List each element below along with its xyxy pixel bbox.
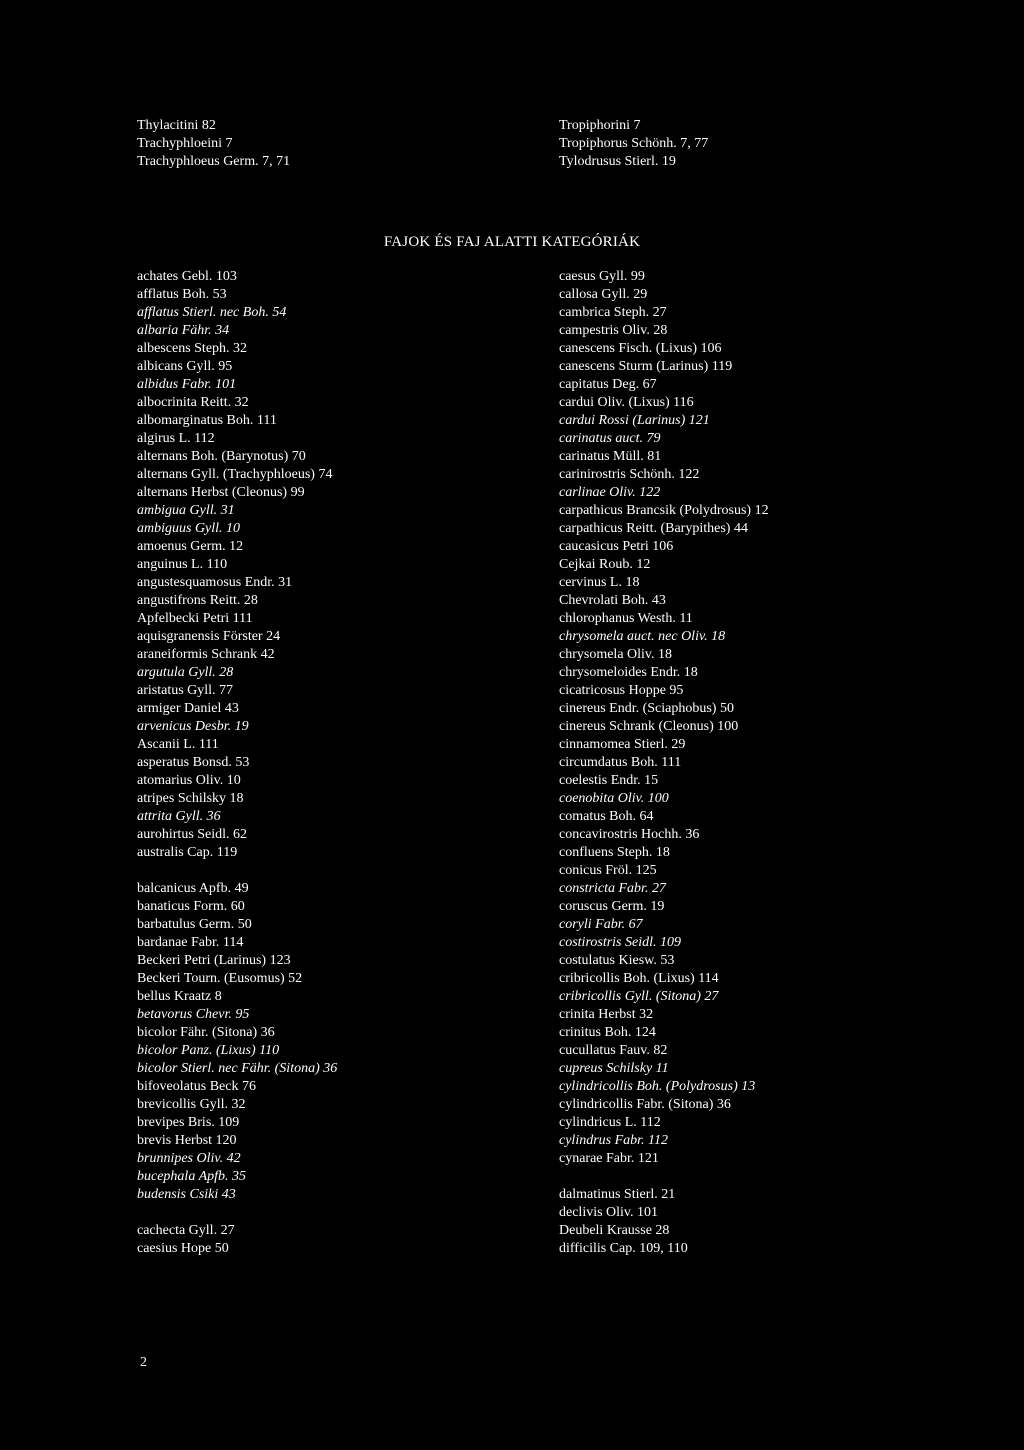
index-entry [137, 700, 337, 718]
index-entry [137, 736, 337, 754]
index-entry [137, 358, 337, 376]
index-entry-text: bucephala Apfb. 35 [137, 1169, 247, 1184]
index-entry [137, 286, 337, 304]
index-entry [559, 484, 769, 502]
index-entry-text: coryli Fabr. 67 [559, 917, 643, 932]
index-entry-text: atomarius Oliv. 10 [137, 773, 241, 788]
index-entry [559, 1096, 769, 1114]
index-entry-text: campestris Oliv. 28 [559, 323, 668, 338]
header-left-column [137, 117, 290, 171]
index-entry [137, 304, 337, 322]
index-entry-text: cucullatus Fauv. 82 [559, 1043, 668, 1058]
index-entry-text: coruscus Germ. 19 [559, 899, 665, 914]
index-entry-text: carinirostris Schönh. 122 [559, 467, 700, 482]
index-entry-text: aquisgranensis Förster 24 [137, 629, 281, 644]
index-spacer [559, 1168, 769, 1186]
index-entry-text: bicolor Fähr. (Sitona) 36 [137, 1025, 275, 1040]
index-entry-text: crinita Herbst 32 [559, 1007, 654, 1022]
index-entry-text: costirostris Seidl. 109 [559, 935, 681, 950]
index-entry [559, 826, 769, 844]
index-entry-text: betavorus Chevr. 95 [137, 1007, 250, 1022]
index-entry-text: confluens Steph. 18 [559, 845, 670, 860]
index-entry-text: arvenicus Desbr. 19 [137, 719, 249, 734]
index-entry [559, 340, 769, 358]
index-entry [137, 916, 337, 934]
index-entry [137, 466, 337, 484]
index-right-column [559, 268, 769, 1258]
index-entry [559, 682, 769, 700]
index-entry-text: costulatus Kiesw. 53 [559, 953, 675, 968]
index-entry-text: cylindricus L. 112 [559, 1115, 661, 1130]
index-entry [137, 394, 337, 412]
index-entry [137, 988, 337, 1006]
index-entry [559, 790, 769, 808]
index-entry-text: carlinae Oliv. 122 [559, 485, 661, 500]
index-entry [137, 1222, 337, 1240]
index-entry [137, 484, 337, 502]
index-entry-text: brunnipes Oliv. 42 [137, 1151, 241, 1166]
index-entry-text: Ascanii L. 111 [137, 737, 219, 752]
index-entry-text: cupreus Schilsky 11 [559, 1061, 669, 1076]
index-entry-text: alternans Boh. (Barynotus) 70 [137, 449, 306, 464]
index-entry-text: cylindrus Fabr. 112 [559, 1133, 669, 1148]
index-entry-text: coelestis Endr. 15 [559, 773, 659, 788]
index-entry-text: cinnamomea Stierl. 29 [559, 737, 686, 752]
index-entry-text: budensis Csiki 43 [137, 1187, 236, 1202]
index-left-column [137, 268, 337, 1258]
index-entry [559, 1222, 769, 1240]
index-entry [137, 1150, 337, 1168]
index-entry [559, 718, 769, 736]
index-entry-text: circumdatus Boh. 111 [559, 755, 682, 770]
index-entry-text: atripes Schilsky 18 [137, 791, 244, 806]
index-entry [137, 502, 337, 520]
index-entry-text: cynarae Fabr. 121 [559, 1151, 659, 1166]
index-entry [559, 1042, 769, 1060]
index-entry-text: anguinus L. 110 [137, 557, 228, 572]
index-entry-text: cervinus L. 18 [559, 575, 640, 590]
index-entry [559, 1186, 769, 1204]
index-entry-text: achates Gebl. 103 [137, 269, 237, 284]
index-entry [137, 610, 337, 628]
index-entry [137, 1132, 337, 1150]
index-entry-text: albidus Fabr. 101 [137, 377, 237, 392]
index-entry [559, 574, 769, 592]
page-number: 2 [140, 1355, 147, 1370]
index-entry-text: chlorophanus Westh. 11 [559, 611, 693, 626]
index-entry-text: dalmatinus Stierl. 21 [559, 1187, 676, 1202]
index-entry-text: chrysomela Oliv. 18 [559, 647, 673, 662]
index-entry-text: Cejkai Roub. 12 [559, 557, 651, 572]
index-entry-text: cinereus Endr. (Sciaphobus) 50 [559, 701, 734, 716]
index-entry [559, 268, 769, 286]
index-entry [137, 556, 337, 574]
index-entry [559, 898, 769, 916]
index-entry [559, 556, 769, 574]
index-entry-text: bardanae Fabr. 114 [137, 935, 244, 950]
header-right-column [559, 117, 708, 171]
index-entry [559, 646, 769, 664]
index-entry-text: angustifrons Reitt. 28 [137, 593, 258, 608]
header-right-line: Tropiphorini 7 [559, 118, 641, 133]
index-entry [137, 520, 337, 538]
index-entry [137, 1024, 337, 1042]
index-entry [137, 574, 337, 592]
index-entry [559, 520, 769, 538]
index-entry [559, 448, 769, 466]
index-entry-text: cardui Oliv. (Lixus) 116 [559, 395, 694, 410]
index-entry [137, 1240, 337, 1258]
index-entry-text: cicatricosus Hoppe 95 [559, 683, 684, 698]
index-entry [559, 376, 769, 394]
index-entry [137, 1186, 337, 1204]
index-entry-text: Chevrolati Boh. 43 [559, 593, 666, 608]
index-entry [559, 808, 769, 826]
index-entry-text: albescens Steph. 32 [137, 341, 248, 356]
section-title: FAJOK ÉS FAJ ALATTI KATEGÓRIÁK [383, 234, 641, 250]
index-entry-text: cinereus Schrank (Cleonus) 100 [559, 719, 739, 734]
index-entry [559, 970, 769, 988]
index-entry [137, 322, 337, 340]
index-entry [559, 916, 769, 934]
index-entry-text: armiger Daniel 43 [137, 701, 239, 716]
index-entry-text: cylindricollis Fabr. (Sitona) 36 [559, 1097, 731, 1112]
index-entry-text: brevicollis Gyll. 32 [137, 1097, 246, 1112]
index-entry [559, 430, 769, 448]
index-entry-text: carpathicus Brancsik (Polydrosus) 12 [559, 503, 769, 518]
index-entry-text: cardui Rossi (Larinus) 121 [559, 413, 710, 428]
index-entry [137, 412, 337, 430]
index-entry [559, 754, 769, 772]
index-entry [137, 754, 337, 772]
index-entry [137, 1006, 337, 1024]
index-entry [559, 664, 769, 682]
index-entry-text: caucasicus Petri 106 [559, 539, 674, 554]
index-entry [137, 592, 337, 610]
index-entry-text: bellus Kraatz 8 [137, 989, 222, 1004]
index-entry [559, 592, 769, 610]
index-entry [137, 448, 337, 466]
index-entry [559, 538, 769, 556]
index-entry [137, 1078, 337, 1096]
index-entry-text: Apfelbecki Petri 111 [137, 611, 253, 626]
index-entry-text: australis Cap. 119 [137, 845, 238, 860]
index-entry [137, 340, 337, 358]
index-entry [137, 268, 337, 286]
index-entry-text: chrysomeloides Endr. 18 [559, 665, 698, 680]
index-entry [559, 394, 769, 412]
index-entry [137, 952, 337, 970]
index-entry-text: difficilis Cap. 109, 110 [559, 1241, 688, 1256]
index-entry-text: argutula Gyll. 28 [137, 665, 234, 680]
index-entry-text: cachecta Gyll. 27 [137, 1223, 235, 1238]
index-entry [559, 1204, 769, 1222]
header-right-line: Tylodrusus Stierl. 19 [559, 154, 676, 169]
index-entry-text: cribricollis Boh. (Lixus) 114 [559, 971, 719, 986]
index-entry [137, 772, 337, 790]
index-entry-text: bicolor Panz. (Lixus) 110 [137, 1043, 280, 1058]
index-entry-text: albaria Fähr. 34 [137, 323, 230, 338]
index-entry-text: barbatulus Germ. 50 [137, 917, 252, 932]
index-entry [559, 1114, 769, 1132]
index-entry-text: asperatus Bonsd. 53 [137, 755, 250, 770]
index-entry-text: carpathicus Reitt. (Barypithes) 44 [559, 521, 748, 536]
index-entry-text: Beckeri Petri (Larinus) 123 [137, 953, 291, 968]
header-left-line: Trachyphloeus Germ. 7, 71 [137, 154, 291, 169]
index-entry-text: alternans Gyll. (Trachyphloeus) 74 [137, 467, 333, 482]
index-entry [137, 1114, 337, 1132]
index-entry [559, 844, 769, 862]
index-entry [137, 664, 337, 682]
index-entry-text: bicolor Stierl. nec Fähr. (Sitona) 36 [137, 1061, 338, 1076]
index-entry-text: crinitus Boh. 124 [559, 1025, 656, 1040]
index-entry-text: cylindricollis Boh. (Polydrosus) 13 [559, 1079, 756, 1094]
index-entry [137, 1168, 337, 1186]
index-entry-text: algirus L. 112 [137, 431, 215, 446]
index-entry [137, 790, 337, 808]
index-entry-text: ambiguus Gyll. 10 [137, 521, 241, 536]
index-entry-text: amoenus Germ. 12 [137, 539, 244, 554]
index-entry-text: comatus Boh. 64 [559, 809, 654, 824]
index-entry-text: declivis Oliv. 101 [559, 1205, 659, 1220]
index-entry [559, 1006, 769, 1024]
index-entry-text: brevipes Bris. 109 [137, 1115, 240, 1130]
index-entry-text: aurohirtus Seidl. 62 [137, 827, 248, 842]
index-entry-text: carinatus Müll. 81 [559, 449, 662, 464]
index-entry [137, 1042, 337, 1060]
index-spacer [137, 1204, 337, 1222]
index-entry [559, 358, 769, 376]
index-entry [137, 880, 337, 898]
index-entry-text: cambrica Steph. 27 [559, 305, 667, 320]
index-entry [137, 1096, 337, 1114]
index-entry [559, 1024, 769, 1042]
index-entry-text: cribricollis Gyll. (Sitona) 27 [559, 989, 719, 1004]
index-entry [559, 772, 769, 790]
index-entry-text: aristatus Gyll. 77 [137, 683, 234, 698]
index-entry-text: balcanicus Apfb. 49 [137, 881, 249, 896]
index-entry [559, 862, 769, 880]
index-entry-text: banaticus Form. 60 [137, 899, 245, 914]
index-entry [137, 628, 337, 646]
index-entry-text: concavirostris Hochh. 36 [559, 827, 700, 842]
index-entry-text: angustesquamosus Endr. 31 [137, 575, 293, 590]
index-entry-text: araneiformis Schrank 42 [137, 647, 275, 662]
index-entry [137, 538, 337, 556]
index-entry [559, 700, 769, 718]
index-entry-text: alternans Herbst (Cleonus) 99 [137, 485, 305, 500]
index-entry-text: Beckeri Tourn. (Eusomus) 52 [137, 971, 303, 986]
index-entry [137, 826, 337, 844]
index-entry-text: brevis Herbst 120 [137, 1133, 237, 1148]
index-entry [559, 610, 769, 628]
index-entry [559, 502, 769, 520]
index-entry [137, 376, 337, 394]
index-entry [559, 628, 769, 646]
index-entry-text: canescens Fisch. (Lixus) 106 [559, 341, 722, 356]
index-entry-text: albomarginatus Boh. 111 [137, 413, 277, 428]
header-left-line: Thylacitini 82 [137, 118, 216, 133]
index-entry [137, 970, 337, 988]
index-entry-text: afflatus Boh. 53 [137, 287, 227, 302]
index-entry [559, 322, 769, 340]
index-entry [137, 430, 337, 448]
index-entry-text: albocrinita Reitt. 32 [137, 395, 249, 410]
index-entry [559, 1132, 769, 1150]
index-entry-text: canescens Sturm (Larinus) 119 [559, 359, 733, 374]
index-entry-text: conicus Fröl. 125 [559, 863, 657, 878]
index-entry-text: carinatus auct. 79 [559, 431, 661, 446]
index-entry-text: albicans Gyll. 95 [137, 359, 233, 374]
index-entry [559, 988, 769, 1006]
index-entry [559, 286, 769, 304]
index-entry [137, 934, 337, 952]
index-entry [137, 898, 337, 916]
index-entry [137, 808, 337, 826]
index-entry [559, 1150, 769, 1168]
index-entry-text: ambigua Gyll. 31 [137, 503, 235, 518]
index-entry-text: Deubeli Krausse 28 [559, 1223, 670, 1238]
index-entry-text: caesus Gyll. 99 [559, 269, 645, 284]
index-entry-text: afflatus Stierl. nec Boh. 54 [137, 305, 287, 320]
index-entry-text: bifoveolatus Beck 76 [137, 1079, 256, 1094]
index-spacer [137, 862, 337, 880]
index-entry-text: caesius Hope 50 [137, 1241, 229, 1256]
index-entry [137, 682, 337, 700]
index-entry [559, 880, 769, 898]
index-entry-text: constricta Fabr. 27 [559, 881, 666, 896]
index-entry [559, 1078, 769, 1096]
index-entry [137, 646, 337, 664]
index-entry [559, 412, 769, 430]
index-entry [559, 952, 769, 970]
index-entry [137, 1060, 337, 1078]
index-entry [137, 844, 337, 862]
index-entry [559, 1060, 769, 1078]
index-entry-text: chrysomela auct. nec Oliv. 18 [559, 629, 726, 644]
header-right-line: Tropiphorus Schönh. 7, 77 [559, 136, 709, 151]
index-entry [559, 1240, 769, 1258]
index-entry [559, 934, 769, 952]
index-entry-text: callosa Gyll. 29 [559, 287, 648, 302]
index-entry [559, 736, 769, 754]
index-entry [559, 304, 769, 322]
index-entry-text: attrita Gyll. 36 [137, 809, 221, 824]
header-left-line: Trachyphloeini 7 [137, 136, 233, 151]
index-entry [137, 718, 337, 736]
index-entry-text: capitatus Deg. 67 [559, 377, 657, 392]
index-entry [559, 466, 769, 484]
index-entry-text: coenobita Oliv. 100 [559, 791, 669, 806]
